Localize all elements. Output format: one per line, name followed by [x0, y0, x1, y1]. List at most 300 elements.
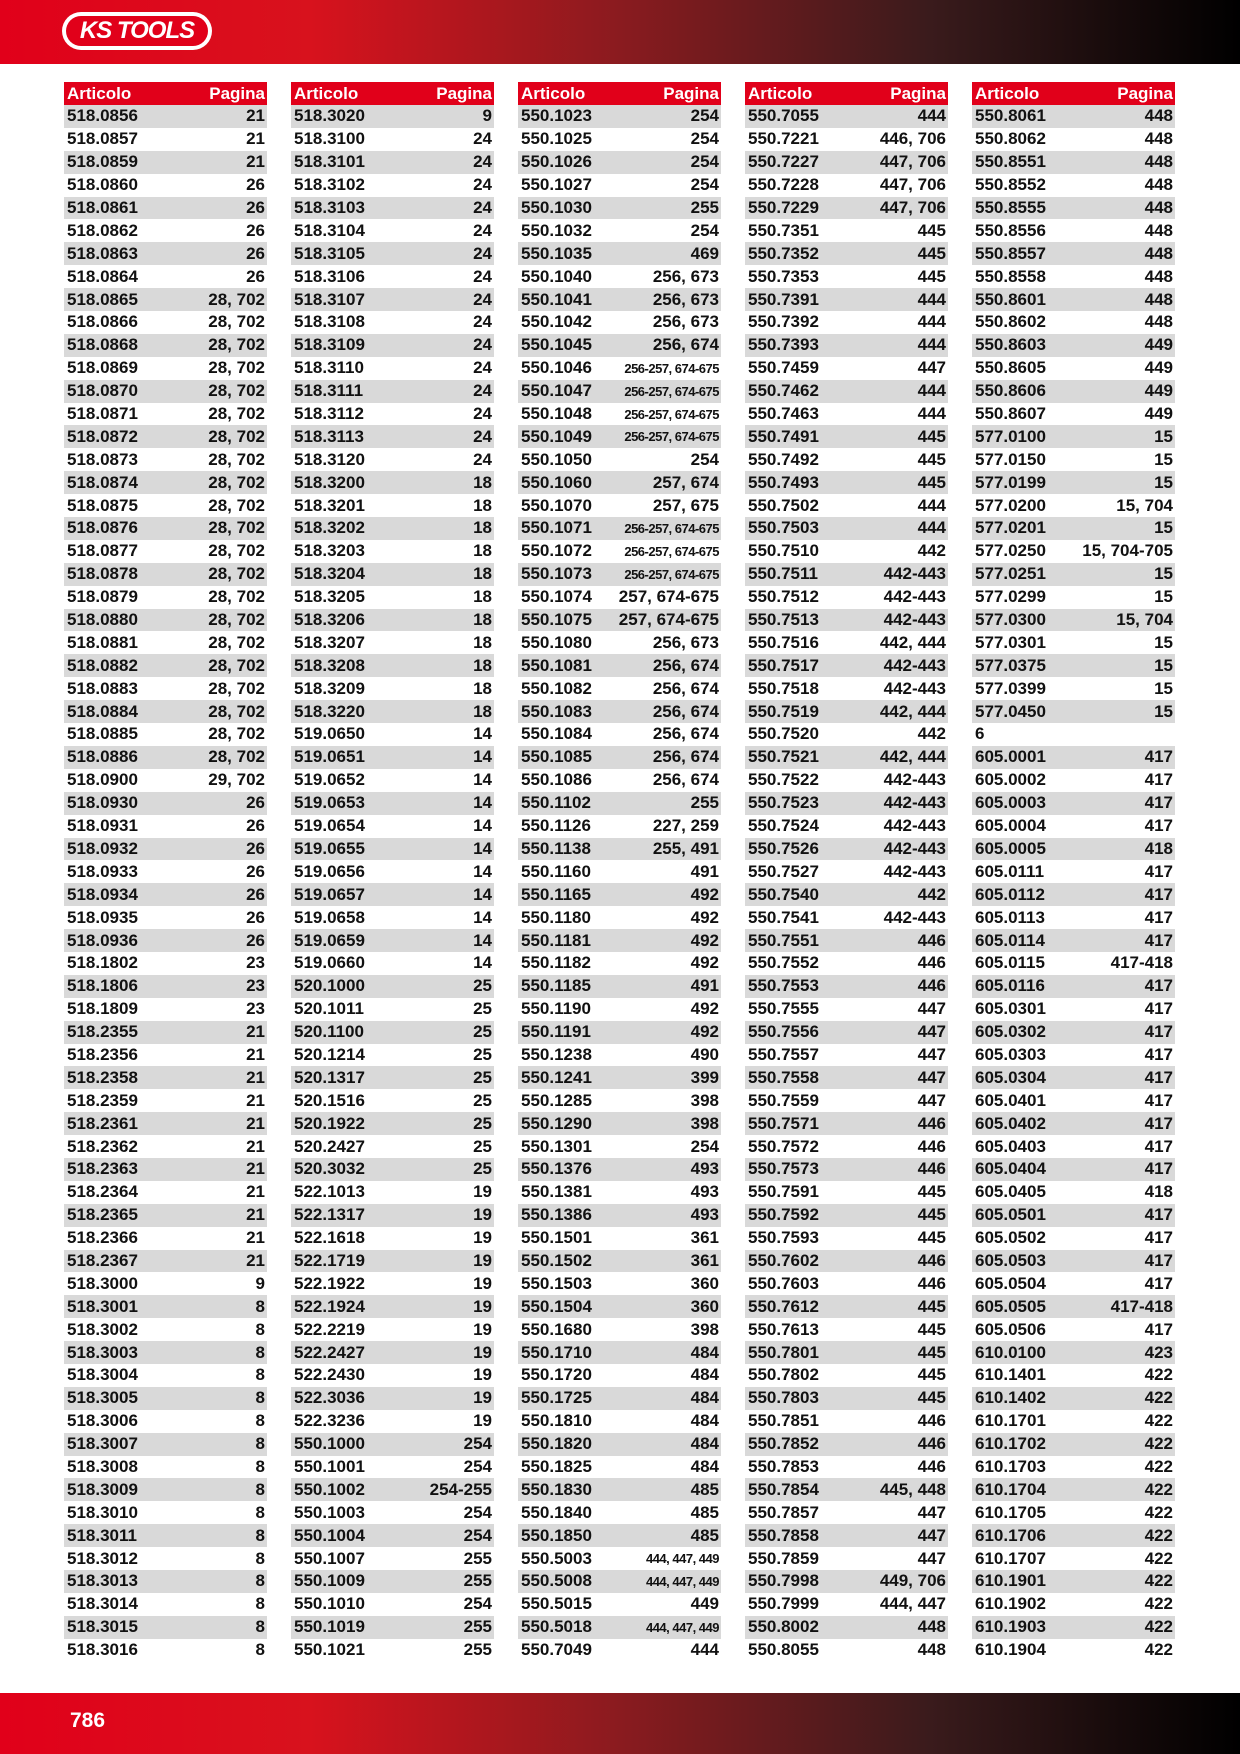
- header-article: Articolo: [521, 83, 586, 103]
- article-number: 518.0873: [67, 449, 138, 469]
- table-row: [64, 1204, 267, 1227]
- page-reference: 361: [690, 1228, 719, 1248]
- article-number: 550.1830: [521, 1479, 592, 1499]
- article-number: 518.0875: [67, 495, 138, 515]
- article-number: 550.7055: [748, 106, 819, 126]
- article-number: 550.1002: [294, 1479, 365, 1499]
- article-number: 550.1040: [521, 266, 592, 286]
- article-number: 518.0878: [67, 564, 138, 584]
- page-reference: 25: [473, 1113, 492, 1133]
- table-row: [64, 1250, 267, 1273]
- page-reference: 255: [690, 793, 719, 813]
- article-number: 518.3103: [294, 198, 365, 217]
- table-row: [291, 174, 494, 197]
- column-header: [518, 82, 721, 105]
- page-reference: 417-418: [1110, 1296, 1173, 1316]
- table-row: [64, 1135, 267, 1158]
- page-reference: 24: [473, 152, 492, 172]
- table-row: [64, 792, 267, 815]
- page-reference: 254: [463, 1434, 492, 1454]
- table-row: [972, 1364, 1175, 1387]
- table-row: [972, 517, 1175, 540]
- table-row: [518, 654, 721, 677]
- article-number: 550.7602: [748, 1250, 819, 1270]
- table-row: [291, 1318, 494, 1341]
- page-reference: 18: [473, 495, 492, 515]
- page-reference: 417: [1144, 1250, 1173, 1270]
- article-number: 550.1060: [521, 472, 592, 492]
- article-number: 518.0876: [67, 518, 138, 538]
- table-row: [972, 815, 1175, 838]
- table-row: [745, 860, 948, 883]
- page-reference: 254: [690, 220, 719, 240]
- table-row: [518, 265, 721, 288]
- page-reference: 257, 674: [652, 472, 719, 492]
- table-row: [291, 654, 494, 677]
- page-reference: 21: [246, 1182, 265, 1202]
- page-reference: 444, 447, 449: [645, 1573, 719, 1589]
- table-row: [972, 1181, 1175, 1204]
- table-row: [64, 1181, 267, 1204]
- article-number: 518.3120: [294, 449, 365, 469]
- article-number: 550.7593: [748, 1228, 819, 1248]
- page-reference: 442-443: [883, 861, 946, 881]
- page-reference: 21: [246, 1159, 265, 1179]
- table-row: [291, 723, 494, 746]
- column-header: [972, 82, 1175, 105]
- table-row: [291, 1478, 494, 1501]
- article-number: 550.1071: [521, 518, 592, 538]
- page-reference: 493: [690, 1182, 719, 1202]
- article-number: 518.3013: [67, 1571, 138, 1591]
- header-page: Pagina: [436, 83, 492, 103]
- article-number: 610.1901: [975, 1571, 1046, 1591]
- article-number: 518.0865: [67, 289, 138, 309]
- table-row: [64, 1616, 267, 1639]
- table-row: [291, 1021, 494, 1044]
- table-row: [972, 403, 1175, 426]
- article-number: 550.1003: [294, 1502, 365, 1522]
- table-row: [64, 1227, 267, 1250]
- table-row: [972, 563, 1175, 586]
- page-reference: 492: [690, 1022, 719, 1042]
- page-reference: 484: [690, 1365, 719, 1385]
- article-number: 550.7517: [748, 655, 819, 675]
- page-reference: 15: [1154, 449, 1173, 469]
- article-number: 550.8002: [748, 1617, 819, 1637]
- page-reference: 254: [463, 1502, 492, 1522]
- table-row: [291, 1616, 494, 1639]
- table-row: [64, 151, 267, 174]
- page-reference: 417: [1144, 1090, 1173, 1110]
- table-row: [518, 128, 721, 151]
- table-row: [518, 105, 721, 128]
- page-reference: 445, 448: [879, 1479, 946, 1499]
- article-number: 550.1840: [521, 1502, 592, 1522]
- article-number: 518.3203: [294, 541, 365, 561]
- page-reference: 15: [1154, 426, 1173, 446]
- table-row: [972, 860, 1175, 883]
- article-number: 550.1042: [521, 312, 592, 332]
- page-reference: 442-443: [883, 655, 946, 675]
- table-row: [745, 723, 948, 746]
- page-reference: 417: [1144, 884, 1173, 904]
- article-number: 520.3032: [294, 1159, 365, 1179]
- article-number: 610.1702: [975, 1434, 1046, 1454]
- article-number: 550.5015: [521, 1594, 592, 1614]
- article-number: 550.7999: [748, 1594, 819, 1614]
- page-reference: 19: [473, 1296, 492, 1316]
- page-reference: 255: [463, 1571, 492, 1591]
- table-row: [518, 1410, 721, 1433]
- page-reference: 447: [917, 1548, 946, 1568]
- page-reference: 28, 702: [208, 381, 265, 401]
- article-number: 610.1706: [975, 1525, 1046, 1545]
- page-reference: 21: [246, 1067, 265, 1087]
- page-reference: 445: [917, 1182, 946, 1202]
- article-number: 550.1009: [294, 1571, 365, 1591]
- table-row: [518, 357, 721, 380]
- table-row: [291, 906, 494, 929]
- article-number: 518.0885: [67, 724, 138, 744]
- page-reference: 8: [255, 1456, 265, 1476]
- page-reference: 493: [690, 1159, 719, 1179]
- table-row: [64, 1639, 267, 1662]
- page-reference: 19: [473, 1319, 492, 1339]
- article-number: 550.7516: [748, 632, 819, 652]
- article-number: 519.0658: [294, 907, 365, 927]
- article-number: 519.0656: [294, 861, 365, 881]
- article-number: 518.0900: [67, 770, 138, 790]
- page-reference: 8: [255, 1296, 265, 1316]
- article-number: 605.0304: [975, 1067, 1046, 1087]
- table-row: [972, 883, 1175, 906]
- table-row: [64, 1387, 267, 1410]
- table-row: [64, 1501, 267, 1524]
- article-number: 550.1000: [294, 1434, 365, 1454]
- article-number: 550.8556: [975, 220, 1046, 240]
- article-number: 550.1010: [294, 1594, 365, 1614]
- table-row: [291, 586, 494, 609]
- page-reference: 442, 444: [879, 747, 946, 767]
- article-number: 550.1007: [294, 1548, 365, 1568]
- table-row: [291, 219, 494, 242]
- table-row: [745, 998, 948, 1021]
- page-reference: 448: [1144, 129, 1173, 149]
- article-number: 550.8605: [975, 358, 1046, 378]
- page-reference: 15: [1154, 518, 1173, 538]
- page-reference: 417: [1144, 1205, 1173, 1225]
- table-row: [64, 128, 267, 151]
- article-number: 519.0651: [294, 747, 365, 767]
- table-row: [518, 1547, 721, 1570]
- page-reference: 445: [917, 1342, 946, 1362]
- page-reference: 442-443: [883, 793, 946, 813]
- article-number: 550.1019: [294, 1617, 365, 1637]
- article-number: 518.0883: [67, 678, 138, 698]
- article-number: 518.2358: [67, 1067, 138, 1087]
- page-reference: 23: [246, 953, 265, 973]
- article-number: 605.0501: [975, 1205, 1046, 1225]
- table-row: [745, 677, 948, 700]
- article-number: 522.1922: [294, 1273, 365, 1293]
- column-rows: [972, 105, 1175, 1662]
- article-number: 522.1317: [294, 1205, 365, 1225]
- table-row: [291, 1593, 494, 1616]
- page-reference: 21: [246, 106, 265, 126]
- table-row: [64, 242, 267, 265]
- table-row: [64, 1158, 267, 1181]
- article-number: 550.1041: [521, 289, 592, 309]
- article-number: 518.3209: [294, 678, 365, 698]
- table-row: [745, 380, 948, 403]
- table-row: [745, 1158, 948, 1181]
- table-row: [745, 1295, 948, 1318]
- table-row: [972, 105, 1175, 128]
- page-reference: 449: [1144, 358, 1173, 378]
- page-reference: 28, 702: [208, 747, 265, 767]
- table-row: [972, 998, 1175, 1021]
- article-number: 518.3204: [294, 564, 365, 584]
- article-number: 550.1084: [521, 724, 592, 744]
- page-reference: 24: [473, 220, 492, 240]
- table-row: [972, 1478, 1175, 1501]
- page-reference: 26: [246, 884, 265, 904]
- article-number: 550.7522: [748, 770, 819, 790]
- page-reference: 256, 674: [652, 701, 719, 721]
- table-row: [518, 1341, 721, 1364]
- page-reference: 446: [917, 930, 946, 950]
- page-reference: 15, 704: [1116, 610, 1173, 630]
- table-row: [972, 1616, 1175, 1639]
- table-row: [972, 1135, 1175, 1158]
- page-reference: 24: [473, 289, 492, 309]
- table-row: [64, 197, 267, 220]
- article-number: 550.1085: [521, 747, 592, 767]
- table-row: [972, 700, 1175, 723]
- table-row: [972, 1295, 1175, 1318]
- table-row: [745, 311, 948, 334]
- page-reference: 15: [1154, 564, 1173, 584]
- page-reference: 417: [1144, 1273, 1173, 1293]
- article-number: 519.0653: [294, 793, 365, 813]
- table-row: [518, 883, 721, 906]
- article-number: 518.3106: [294, 266, 365, 286]
- table-row: [745, 357, 948, 380]
- page-reference: 256, 674: [652, 335, 719, 355]
- article-number: 577.0299: [975, 587, 1046, 607]
- article-number: 550.7491: [748, 426, 819, 446]
- article-number: 550.7511: [748, 564, 818, 584]
- article-number: 550.1501: [521, 1228, 592, 1248]
- page-reference: 417: [1144, 861, 1173, 881]
- page-reference: 448: [1144, 243, 1173, 263]
- table-row: [972, 838, 1175, 861]
- page-reference: 442: [917, 884, 946, 904]
- table-row: [291, 1456, 494, 1479]
- page-reference: 26: [246, 175, 265, 195]
- article-number: 520.1000: [294, 976, 365, 996]
- page-reference: 255: [463, 1617, 492, 1637]
- page-reference: 417: [1144, 1113, 1173, 1133]
- page-reference: 14: [473, 930, 492, 950]
- article-number: 550.1072: [521, 541, 592, 561]
- table-row: [518, 677, 721, 700]
- table-row: [64, 1433, 267, 1456]
- page-reference: 444, 447, 449: [645, 1551, 719, 1567]
- article-number: 577.0200: [975, 495, 1046, 515]
- page-reference: 26: [246, 198, 265, 217]
- page-reference: 445: [917, 220, 946, 240]
- article-number: 518.3113: [294, 426, 364, 446]
- page-reference: 26: [246, 243, 265, 263]
- article-number: 550.7998: [748, 1571, 819, 1591]
- page-reference: 447: [917, 1022, 946, 1042]
- table-row: [972, 586, 1175, 609]
- table-row: [972, 448, 1175, 471]
- page-reference: 28, 702: [208, 610, 265, 630]
- table-row: [745, 1318, 948, 1341]
- article-number: 550.1050: [521, 449, 592, 469]
- table-row: [972, 197, 1175, 220]
- table-row: [291, 1341, 494, 1364]
- page-reference: 444: [917, 518, 946, 538]
- article-number: 605.0404: [975, 1159, 1046, 1179]
- page-reference: 256-257, 674-675: [624, 566, 719, 582]
- article-number: 518.2362: [67, 1136, 138, 1156]
- article-number: 522.1013: [294, 1182, 365, 1202]
- page-reference: 447: [917, 358, 946, 378]
- table-row: [745, 631, 948, 654]
- page-reference: 24: [473, 266, 492, 286]
- article-number: 518.3202: [294, 518, 365, 538]
- page-reference: 21: [246, 129, 265, 149]
- page-reference: 25: [473, 1136, 492, 1156]
- page-reference: 448: [917, 1617, 946, 1637]
- page-reference: 26: [246, 861, 265, 881]
- page-reference: 8: [255, 1365, 265, 1385]
- article-number: 605.0005: [975, 838, 1046, 858]
- page-reference: 255: [463, 1548, 492, 1568]
- article-number: 550.1086: [521, 770, 592, 790]
- article-number: 577.0100: [975, 426, 1046, 446]
- column-header: [64, 82, 267, 105]
- article-number: 550.7353: [748, 266, 819, 286]
- page-reference: 417: [1144, 930, 1173, 950]
- article-number: 550.7513: [748, 610, 819, 630]
- page-reference: 8: [255, 1617, 265, 1637]
- table-row: [291, 1364, 494, 1387]
- article-number: 6: [975, 724, 985, 744]
- article-number: 550.1190: [521, 999, 591, 1019]
- article-number: 550.1073: [521, 564, 592, 584]
- table-row: [745, 517, 948, 540]
- article-number: 518.0936: [67, 930, 138, 950]
- table-row: [518, 1616, 721, 1639]
- table-row: [972, 334, 1175, 357]
- article-number: 550.1725: [521, 1388, 592, 1408]
- table-row: [745, 929, 948, 952]
- article-number: 605.0503: [975, 1250, 1046, 1270]
- table-row: [291, 288, 494, 311]
- page-reference: 21: [246, 1090, 265, 1110]
- page-reference: 492: [690, 930, 719, 950]
- article-number: 518.0879: [67, 587, 138, 607]
- article-number: 550.1285: [521, 1090, 592, 1110]
- article-number: 550.1720: [521, 1365, 592, 1385]
- table-row: [745, 334, 948, 357]
- table-row: [518, 1295, 721, 1318]
- page-reference: 28, 702: [208, 335, 265, 355]
- article-number: 550.7802: [748, 1365, 819, 1385]
- article-number: 518.3200: [294, 472, 365, 492]
- article-number: 550.1290: [521, 1113, 592, 1133]
- table-row: [64, 1044, 267, 1067]
- article-number: 610.1904: [975, 1640, 1046, 1660]
- table-row: [64, 1089, 267, 1112]
- article-number: 519.0659: [294, 930, 365, 950]
- article-number: 518.2365: [67, 1205, 138, 1225]
- page-reference: 28, 702: [208, 404, 265, 424]
- table-row: [518, 563, 721, 586]
- page-reference: 423: [1144, 1342, 1173, 1362]
- table-row: [291, 1387, 494, 1410]
- page-reference: 492: [690, 907, 719, 927]
- table-row: [291, 403, 494, 426]
- table-row: [518, 151, 721, 174]
- table-row: [291, 494, 494, 517]
- brand-logo-text: KS TOOLS: [66, 16, 208, 46]
- page-reference: 28, 702: [208, 587, 265, 607]
- table-row: [291, 197, 494, 220]
- table-row: [64, 1295, 267, 1318]
- article-number: 518.0870: [67, 381, 138, 401]
- table-row: [64, 586, 267, 609]
- page-reference: 256, 674: [652, 770, 719, 790]
- article-number: 518.0857: [67, 129, 138, 149]
- article-number: 550.1165: [521, 884, 591, 904]
- table-row: [64, 746, 267, 769]
- table-row: [291, 1158, 494, 1181]
- page-reference: 14: [473, 953, 492, 973]
- article-number: 519.0655: [294, 838, 365, 858]
- page-reference: 28, 702: [208, 426, 265, 446]
- article-number: 550.7541: [748, 907, 819, 927]
- table-row: [745, 1135, 948, 1158]
- table-row: [745, 1456, 948, 1479]
- table-row: [745, 838, 948, 861]
- page-reference: 15: [1154, 701, 1173, 721]
- page-reference: 257, 674-675: [618, 610, 719, 630]
- table-row: [972, 174, 1175, 197]
- page-reference: 360: [690, 1296, 719, 1316]
- page-reference: 254: [463, 1525, 492, 1545]
- article-number: 550.7556: [748, 1022, 819, 1042]
- page-reference: 492: [690, 884, 719, 904]
- page-reference: 28, 702: [208, 449, 265, 469]
- article-number: 605.0502: [975, 1228, 1046, 1248]
- page-reference: 417: [1144, 816, 1173, 836]
- table-row: [745, 1204, 948, 1227]
- page-reference: 21: [246, 1136, 265, 1156]
- page-reference: 442, 444: [879, 701, 946, 721]
- page-reference: 255: [463, 1640, 492, 1660]
- table-row: [291, 1089, 494, 1112]
- page-reference: 448: [1144, 289, 1173, 309]
- table-row: [518, 1181, 721, 1204]
- page-reference: 8: [255, 1479, 265, 1499]
- table-row: [291, 357, 494, 380]
